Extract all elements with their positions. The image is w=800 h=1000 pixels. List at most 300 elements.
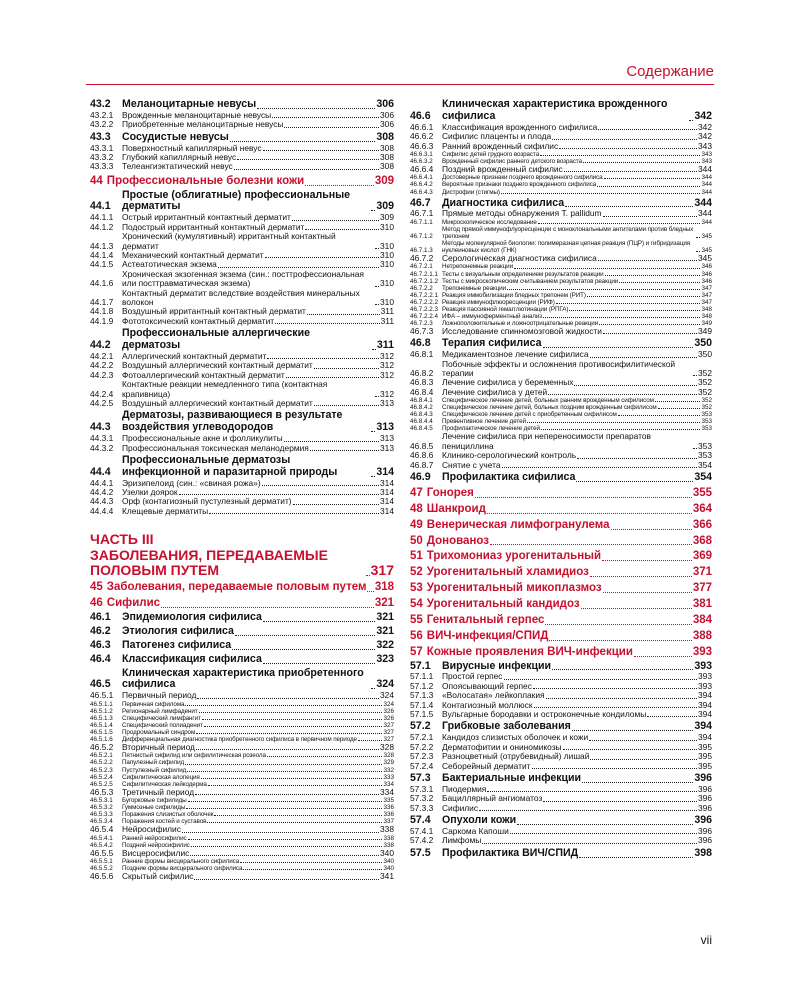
toc-entry-page: 344 xyxy=(701,181,712,189)
toc-entry[interactable] xyxy=(90,872,394,881)
toc-entry-title: Сифилис xyxy=(106,597,161,610)
toc-leader xyxy=(618,415,701,416)
toc-entry[interactable] xyxy=(90,120,394,129)
toc-entry-page: 347 xyxy=(701,298,712,306)
toc-entry[interactable] xyxy=(410,432,712,451)
toc-entry[interactable] xyxy=(90,640,394,652)
toc-entry-title: Гуммозные сифилиды xyxy=(122,804,186,812)
toc-entry[interactable] xyxy=(410,271,712,278)
toc-entry[interactable] xyxy=(90,759,394,766)
toc-entry-title: Телеангиэктатический невус xyxy=(122,161,233,172)
toc-entry-number: 46.8.4.1 xyxy=(410,397,433,405)
toc-entry-page: 328 xyxy=(380,742,394,753)
toc-entry-page: 317 xyxy=(370,562,394,579)
toc-entry-title: Клиническая характеристика приобретенного сифилиса xyxy=(122,666,364,691)
toc-entry-chapter[interactable] xyxy=(410,535,712,548)
toc-entry-number: 43.2 xyxy=(90,98,111,110)
toc-entry-title: Вирусные инфекции xyxy=(442,659,552,672)
toc-entry-page: 327 xyxy=(383,728,394,736)
page-number: vii xyxy=(700,933,712,947)
toc-entry-chapter[interactable] xyxy=(410,598,712,611)
toc-entry[interactable] xyxy=(410,388,712,397)
toc-leader xyxy=(185,764,382,765)
toc-leader xyxy=(265,257,379,258)
toc-entry[interactable] xyxy=(410,836,712,845)
toc-entry-page: 393 xyxy=(698,671,712,682)
toc-entry-number: 44.4.2 xyxy=(90,487,114,498)
toc-entry-number: 46.7 xyxy=(410,196,431,209)
toc-entry-page: 310 xyxy=(380,259,394,270)
toc-entry-page: 324 xyxy=(383,700,394,708)
toc-entry-title: Урогенитальный хламидиоз xyxy=(426,566,589,579)
toc-leader xyxy=(598,260,697,261)
toc-entry-title: Побочные эффекты и осложнения противосифилитической терапии xyxy=(442,358,676,378)
toc-entry-number: 44.2.5 xyxy=(90,397,114,408)
toc-leader xyxy=(502,467,697,468)
toc-entry[interactable] xyxy=(410,189,712,196)
toc-entry[interactable] xyxy=(90,612,394,624)
toc-entry[interactable] xyxy=(410,209,712,218)
toc-entry[interactable] xyxy=(90,270,394,289)
toc-leader xyxy=(284,441,379,442)
toc-entry[interactable] xyxy=(90,835,394,842)
toc-leader xyxy=(693,375,697,376)
toc-leader xyxy=(527,422,701,423)
toc-entry-title: Нейросифилис xyxy=(122,824,181,835)
toc-entry-page: 309 xyxy=(374,174,394,187)
toc-entry-chapter[interactable] xyxy=(410,503,712,516)
toc-entry-title: Клиническая характеристика врожденного сифилиса xyxy=(442,98,668,122)
toc-entry-title: Лимфомы xyxy=(442,835,482,846)
toc-entry[interactable] xyxy=(90,507,394,516)
toc-entry[interactable] xyxy=(90,289,394,308)
toc-entry-number: 57.2.3 xyxy=(410,751,434,762)
toc-entry-title: Заболевания, передаваемые половым путем xyxy=(106,581,367,594)
toc-entry-number: 46.5.1.5 xyxy=(90,728,113,736)
toc-entry-number: 46.5.6 xyxy=(90,871,114,882)
toc-entry[interactable] xyxy=(90,701,394,708)
toc-entry[interactable] xyxy=(410,773,712,785)
toc-entry-page: 306 xyxy=(376,98,394,110)
toc-entry[interactable] xyxy=(410,99,712,123)
toc-entry-number: 46.8.1 xyxy=(410,349,434,360)
toc-leader xyxy=(375,304,379,305)
toc-entry-number: 46.5.1 xyxy=(90,690,114,701)
toc-entry-title: Механический контактный дерматит xyxy=(122,249,264,260)
toc-entry-page: 314 xyxy=(380,487,394,498)
toc-entry-number: 44.1 xyxy=(90,200,111,213)
toc-leader xyxy=(305,229,379,230)
toc-entry-title: Специфическое лечение детей, больных ранним врожденным сифилисом xyxy=(442,397,654,405)
toc-column-right xyxy=(410,97,712,860)
toc-entry-title: Поражения костей и суставов xyxy=(122,818,207,826)
toc-entry[interactable] xyxy=(410,804,712,813)
toc-entry-page: 354 xyxy=(698,459,712,470)
toc-entry[interactable] xyxy=(410,848,712,860)
toc-entry-number: 43.3.3 xyxy=(90,161,114,172)
toc-entry-number: 46.5.1.4 xyxy=(90,721,113,729)
toc-leader xyxy=(371,431,375,432)
toc-entry-number: 46.5.3 xyxy=(90,786,114,797)
toc-entry-chapter[interactable] xyxy=(410,519,712,532)
toc-entry-number: 44.4.1 xyxy=(90,477,114,488)
toc-entry-title: Методы молекулярной биологии: полимеразная цепная реакция (ПЦР) и гибридизация нуклеиновых кислот (ГНК) xyxy=(442,239,691,255)
toc-entry[interactable] xyxy=(410,313,712,320)
toc-entry-number: 46.6.3.1 xyxy=(410,150,433,158)
toc-leader xyxy=(514,268,700,269)
toc-entry-title: Классификация врожденного сифилиса xyxy=(442,121,598,132)
toc-entry-title: Трихомониаз урогенитальный xyxy=(426,550,602,563)
toc-leader xyxy=(556,303,701,304)
toc-entry[interactable] xyxy=(410,174,712,181)
toc-entry-page: 334 xyxy=(383,780,394,788)
header-divider xyxy=(86,84,714,85)
toc-entry-chapter[interactable] xyxy=(410,630,712,643)
toc-entry[interactable] xyxy=(410,306,712,313)
toc-entry[interactable] xyxy=(90,825,394,834)
toc-leader xyxy=(501,193,701,194)
toc-entry-title: Сифилитическая лейкодерма xyxy=(122,780,207,788)
toc-entry-number: 46.8.4 xyxy=(410,386,434,397)
toc-entry-page: 350 xyxy=(698,349,712,360)
toc-entry[interactable] xyxy=(410,254,712,263)
toc-entry[interactable] xyxy=(90,774,394,781)
toc-entry[interactable] xyxy=(410,181,712,188)
toc-entry-title: Эпидемиология сифилиса xyxy=(122,611,262,624)
toc-entry-title: Астеатотическая экзема xyxy=(122,259,217,270)
toc-entry-number: 44.1.5 xyxy=(90,259,114,270)
toc-entry[interactable] xyxy=(90,328,394,352)
toc-entry-number: 46.5.2.3 xyxy=(90,766,113,774)
toc-entry-number: 54 xyxy=(410,598,423,611)
toc-leader xyxy=(240,862,382,863)
toc-entry-number: 46.8.7 xyxy=(410,459,434,470)
toc-entry-page: 348 xyxy=(701,305,712,313)
toc-leader xyxy=(234,169,379,170)
toc-entry-number: 57.3.1 xyxy=(410,783,434,794)
toc-entry-number: 46.5.5 xyxy=(90,847,114,858)
toc-entry-number: 46.7.2.2 xyxy=(410,284,433,292)
toc-entry-number: 52 xyxy=(410,566,423,579)
toc-entry[interactable] xyxy=(90,654,394,666)
toc-entry[interactable] xyxy=(410,299,712,306)
toc-entry-title: Бациллярный ангиоматоз xyxy=(442,793,543,804)
toc-leader xyxy=(207,822,382,823)
toc-entry-title: Лечение сифилиса у детей xyxy=(442,386,548,397)
toc-entry-title: Специфический лимфангит xyxy=(122,714,201,722)
toc-leader xyxy=(475,497,692,498)
toc-entry-chapter[interactable] xyxy=(410,550,712,563)
toc-leader xyxy=(543,801,697,802)
toc-entry-number: 46.5.1.3 xyxy=(90,714,113,722)
toc-entry-chapter[interactable] xyxy=(90,597,394,610)
toc-entry[interactable] xyxy=(90,668,394,692)
toc-leader xyxy=(546,698,697,699)
toc-entry-page: 355 xyxy=(692,486,712,499)
toc-entry-title: Эризипелоид (син.: «свиная рожа») xyxy=(122,477,261,488)
toc-leader xyxy=(545,624,691,625)
toc-entry[interactable] xyxy=(90,767,394,774)
toc-entry[interactable] xyxy=(410,762,712,771)
toc-entry[interactable] xyxy=(410,278,712,285)
toc-leader xyxy=(634,656,692,657)
toc-entry-page: 377 xyxy=(692,582,712,595)
toc-entry-title: Орф (контагиозный пустулезный дерматит) xyxy=(122,496,292,507)
toc-entry-number: 46.8.6 xyxy=(410,450,434,461)
toc-leader xyxy=(372,349,376,350)
toc-leader xyxy=(534,707,698,708)
toc-leader xyxy=(647,716,697,717)
toc-entry-title: Врожденные меланоцитарные невусы xyxy=(122,109,272,120)
toc-entry[interactable] xyxy=(90,317,394,326)
toc-entry-number: 46.1 xyxy=(90,611,111,624)
toc-leader xyxy=(482,843,697,844)
toc-leader xyxy=(284,127,379,128)
toc-entry-title: Хронический (кумулятивный) ирритантный контактный дерматит xyxy=(122,231,336,251)
toc-entry-number: 44.2 xyxy=(90,339,111,352)
toc-leader xyxy=(314,368,379,369)
toc-entry-title: Вульгарные бородавки и остроконечные кондиломы xyxy=(442,709,647,720)
toc-leader xyxy=(204,726,383,727)
toc-entry-page: 314 xyxy=(380,505,394,516)
toc-entry-page: 314 xyxy=(380,477,394,488)
toc-entry-number: 57.1.1 xyxy=(410,671,434,682)
toc-entry[interactable] xyxy=(410,360,712,379)
toc-entry-page: 308 xyxy=(380,161,394,172)
toc-leader xyxy=(243,869,382,870)
toc-entry[interactable] xyxy=(90,691,394,700)
toc-leader xyxy=(307,314,380,315)
toc-entry-page: 323 xyxy=(376,652,394,665)
toc-entry-number: 55 xyxy=(410,613,423,626)
toc-entry-number: 46.5.4 xyxy=(90,824,114,835)
toc-entry-title: Пустулезный сифилид xyxy=(122,766,187,774)
toc-entry-number: 46.7.2.2.1 xyxy=(410,291,439,299)
toc-entry[interactable] xyxy=(410,165,712,174)
toc-entry[interactable] xyxy=(410,285,712,292)
toc-entry[interactable] xyxy=(90,708,394,715)
toc-leader xyxy=(598,129,697,130)
toc-entry-page: 328 xyxy=(383,752,394,760)
toc-entry-number: 57.3.3 xyxy=(410,802,434,813)
toc-entry-chapter[interactable] xyxy=(90,581,394,594)
toc-entry[interactable] xyxy=(410,710,712,719)
toc-entry-number: 46.6.4.3 xyxy=(410,188,433,196)
toc-entry-number: 46.7.2.2.4 xyxy=(410,312,439,320)
toc-entry-number: 44.3.1 xyxy=(90,433,114,444)
toc-entry-chapter[interactable] xyxy=(410,582,712,595)
toc-entry[interactable] xyxy=(410,327,712,336)
toc-entry-number: 57.2 xyxy=(410,720,431,733)
toc-entry-title: Узелки доярок xyxy=(122,487,178,498)
toc-leader xyxy=(202,719,383,720)
toc-leader xyxy=(590,576,692,577)
toc-entry-page: 352 xyxy=(701,404,712,412)
toc-leader xyxy=(479,810,697,811)
toc-entry[interactable] xyxy=(90,232,394,251)
toc-entry[interactable] xyxy=(90,190,394,214)
toc-entry-page: 336 xyxy=(383,811,394,819)
toc-entry[interactable] xyxy=(90,399,394,408)
toc-leader xyxy=(602,560,692,561)
toc-leader xyxy=(658,408,701,409)
toc-entry-title: Реакция иммунофлюоресценции (РИФ) xyxy=(442,298,555,306)
toc-entry-page: 347 xyxy=(701,291,712,299)
toc-entry-page: 371 xyxy=(692,566,712,579)
toc-entry-title: Воздушный ирритантный контактный дерматит xyxy=(122,306,306,317)
toc-entry[interactable] xyxy=(90,858,394,865)
toc-entry-page: 310 xyxy=(380,221,394,232)
toc-entry-number: 57.3.2 xyxy=(410,793,434,804)
toc-leader xyxy=(310,450,379,451)
toc-entry-page: 350 xyxy=(694,337,712,350)
toc-entry-page: 338 xyxy=(383,841,394,849)
toc-leader xyxy=(696,237,700,238)
toc-entry-number: 46.5.2.4 xyxy=(90,773,113,781)
toc-entry-page: 353 xyxy=(701,425,712,433)
toc-entry-chapter[interactable] xyxy=(410,614,712,627)
toc-leader xyxy=(263,621,375,622)
toc-entry-title: Клещевые дерматиты xyxy=(122,505,209,516)
toc-entry-number: 48 xyxy=(410,502,423,515)
toc-entry[interactable] xyxy=(90,788,394,797)
toc-entry-part[interactable] xyxy=(90,548,394,579)
toc-entry-page: 329 xyxy=(383,759,394,767)
toc-entry-number: 46.5.5.1 xyxy=(90,858,113,866)
toc-entry-page: 364 xyxy=(692,502,712,515)
toc-entry[interactable] xyxy=(410,292,712,299)
toc-entry[interactable] xyxy=(410,226,712,240)
toc-entry-page: 346 xyxy=(701,277,712,285)
toc-entry-page: 313 xyxy=(380,397,394,408)
toc-entry-title: Врожденный сифилис раннего детского возраста xyxy=(442,157,582,165)
toc-entry-title: Разноцветный (отрубевидный) лишай xyxy=(442,751,590,762)
toc-entry-chapter[interactable] xyxy=(410,646,712,659)
toc-entry[interactable] xyxy=(90,729,394,736)
toc-entry-title: Профилактика сифилиса xyxy=(442,471,576,484)
toc-entry-title: Профессиональные аллергические дерматозы xyxy=(122,327,311,352)
toc-entry[interactable] xyxy=(90,444,394,453)
toc-entry[interactable] xyxy=(90,162,394,171)
toc-entry-page: 344 xyxy=(701,188,712,196)
toc-entry-number: 57.4.2 xyxy=(410,835,434,846)
toc-leader xyxy=(286,377,379,378)
toc-entry-number: 46.5.4.2 xyxy=(90,841,113,849)
toc-entry-number: 57.2.2 xyxy=(410,741,434,752)
toc-entry-title: Глубокий капиллярный невус xyxy=(122,151,237,162)
toc-leader xyxy=(367,591,373,592)
toc-entry-page: 396 xyxy=(698,802,712,813)
toc-entry-number: 46.5.3.3 xyxy=(90,811,113,819)
toc-entry[interactable] xyxy=(410,263,712,270)
toc-entry[interactable] xyxy=(410,472,712,484)
toc-entry-number: 50 xyxy=(410,534,423,547)
toc-entry-number: 43.2.2 xyxy=(90,119,114,130)
toc-entry-number: 44 xyxy=(90,174,103,187)
toc-entry-title: Воздушный аллергический контактный дерматит xyxy=(122,397,313,408)
toc-entry-page: 326 xyxy=(383,707,394,715)
toc-entry-page: 309 xyxy=(376,200,394,213)
toc-entry-page: 393 xyxy=(694,659,712,672)
toc-leader xyxy=(540,155,700,156)
toc-leader xyxy=(185,705,382,706)
toc-entry[interactable] xyxy=(410,142,712,151)
toc-entry-number: 46.6.3 xyxy=(410,140,434,151)
toc-leader xyxy=(197,698,379,699)
toc-leader xyxy=(196,733,382,734)
toc-entry-title: Классификация сифилиса xyxy=(122,652,262,665)
toc-leader xyxy=(587,296,701,297)
toc-entry-chapter[interactable] xyxy=(410,487,712,500)
toc-entry-title: Специфическое лечение детей с приобретенным сифилисом xyxy=(442,411,617,419)
toc-entry-chapter[interactable] xyxy=(90,175,394,188)
toc-entry[interactable] xyxy=(90,455,394,479)
toc-entry-page: 342 xyxy=(698,121,712,132)
toc-entry[interactable] xyxy=(90,626,394,638)
toc-entry-title: Дерматофитии и ониномикозы xyxy=(442,741,562,752)
toc-entry-title: Папулезный сифилид xyxy=(122,759,185,767)
toc-entry-number: 46.5.3.4 xyxy=(90,818,113,826)
toc-entry-title: Профессиональные болезни кожи xyxy=(106,174,305,187)
toc-entry-page: 340 xyxy=(380,847,394,858)
toc-entry[interactable] xyxy=(90,380,394,399)
toc-entry-title: Ранние формы висцерального сифилиса xyxy=(122,858,240,866)
toc-entry[interactable] xyxy=(90,722,394,729)
toc-entry-page: 349 xyxy=(698,325,712,336)
toc-entry-number: 46.5.2.5 xyxy=(90,780,113,788)
toc-entry[interactable] xyxy=(410,461,712,470)
toc-entry-title: Нетрепонемные реакции xyxy=(442,263,514,271)
toc-entry[interactable] xyxy=(410,240,712,254)
toc-entry-number: 46.6.4.1 xyxy=(410,174,433,182)
toc-entry[interactable] xyxy=(90,743,394,752)
toc-entry-number: 44.1.7 xyxy=(90,297,114,307)
toc-entry[interactable] xyxy=(90,132,394,144)
toc-entry-number: 46.5.2.1 xyxy=(90,752,113,760)
toc-entry-number: 46.7.2.3 xyxy=(410,319,433,327)
toc-entry-title: Аллергический контактный дерматит xyxy=(122,350,267,361)
toc-entry-page: 347 xyxy=(701,284,712,292)
toc-entry-chapter[interactable] xyxy=(410,566,712,579)
toc-entry-page: 338 xyxy=(383,834,394,842)
toc-entry[interactable] xyxy=(410,219,712,226)
toc-entry-title: Профилактика ВИЧ/СПИД xyxy=(442,846,579,859)
toc-entry-number: 46.7.2.1.2 xyxy=(410,277,439,285)
toc-entry[interactable] xyxy=(90,797,394,804)
toc-entry[interactable] xyxy=(410,151,712,158)
toc-entry-title: Патогенез сифилиса xyxy=(122,638,232,651)
toc-entry-page: 340 xyxy=(383,865,394,873)
toc-entry-title: Тесты с визуальным определением результатов реакции xyxy=(442,270,604,278)
toc-entry[interactable] xyxy=(90,849,394,858)
toc-leader xyxy=(532,768,698,769)
toc-leader xyxy=(275,323,380,324)
toc-entry[interactable] xyxy=(90,715,394,722)
toc-entry-title: Урогенитальный кандидоз xyxy=(426,598,580,611)
toc-entry-title: Ранний врожденный сифилис xyxy=(442,140,559,151)
toc-entry[interactable] xyxy=(90,410,394,434)
toc-leader xyxy=(597,186,700,187)
toc-entry-number: 43.3.1 xyxy=(90,142,114,153)
toc-entry-title: Меланоцитарные невусы xyxy=(122,98,257,110)
toc-entry-page: 312 xyxy=(380,388,394,399)
toc-entry-page: 381 xyxy=(692,598,712,611)
toc-entry-number: 44.2.2 xyxy=(90,360,114,371)
toc-entry-title: Ложноположительные и ложноотрицательные реакции xyxy=(442,319,599,327)
toc-entry-number: 44.1.9 xyxy=(90,315,114,326)
toc-leader xyxy=(504,679,698,680)
toc-entry-number: 57.2.1 xyxy=(410,732,434,743)
